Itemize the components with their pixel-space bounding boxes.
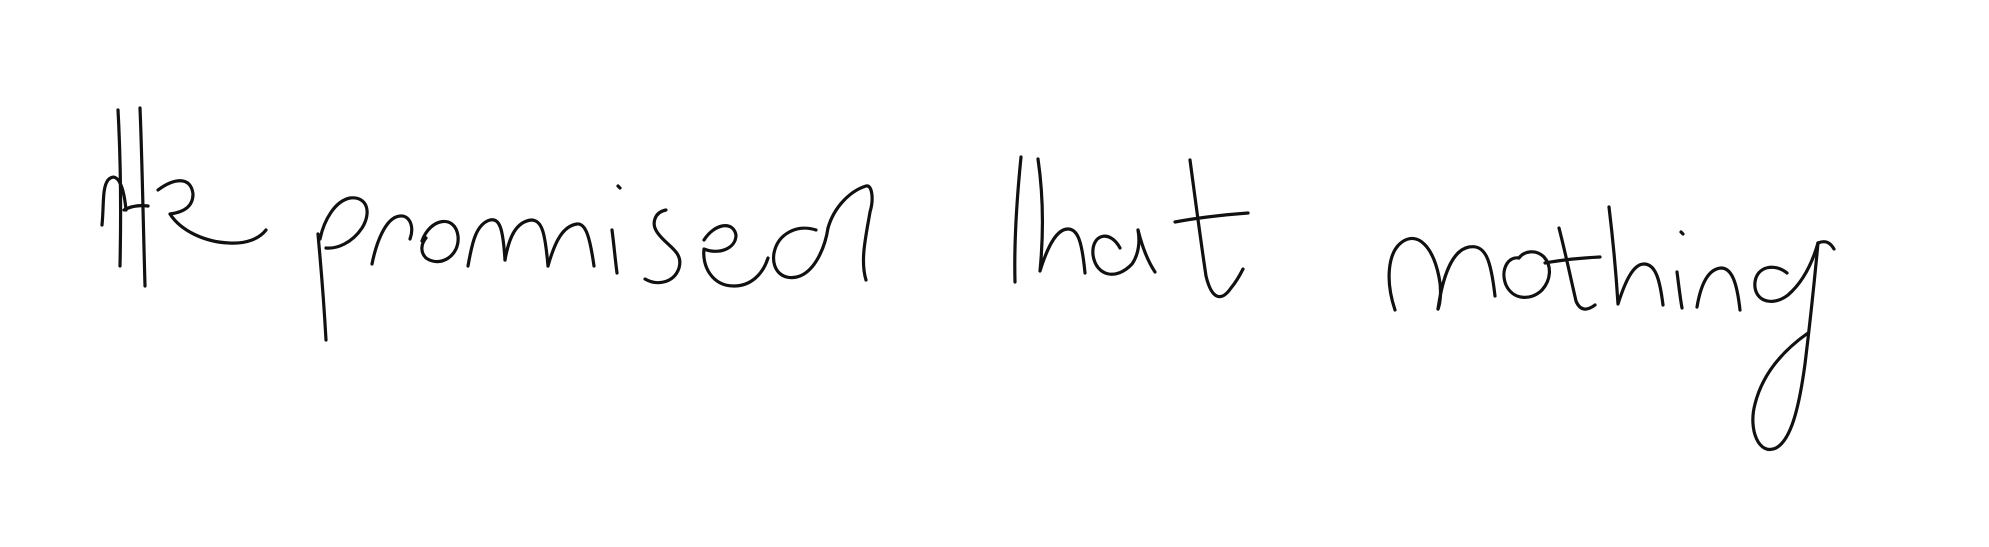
handwritten-word-that <box>1015 157 1248 297</box>
handwritten-word-he <box>102 108 266 286</box>
handwritten-word-nothing <box>1389 207 1834 449</box>
handwritten-word-promised <box>318 186 872 340</box>
